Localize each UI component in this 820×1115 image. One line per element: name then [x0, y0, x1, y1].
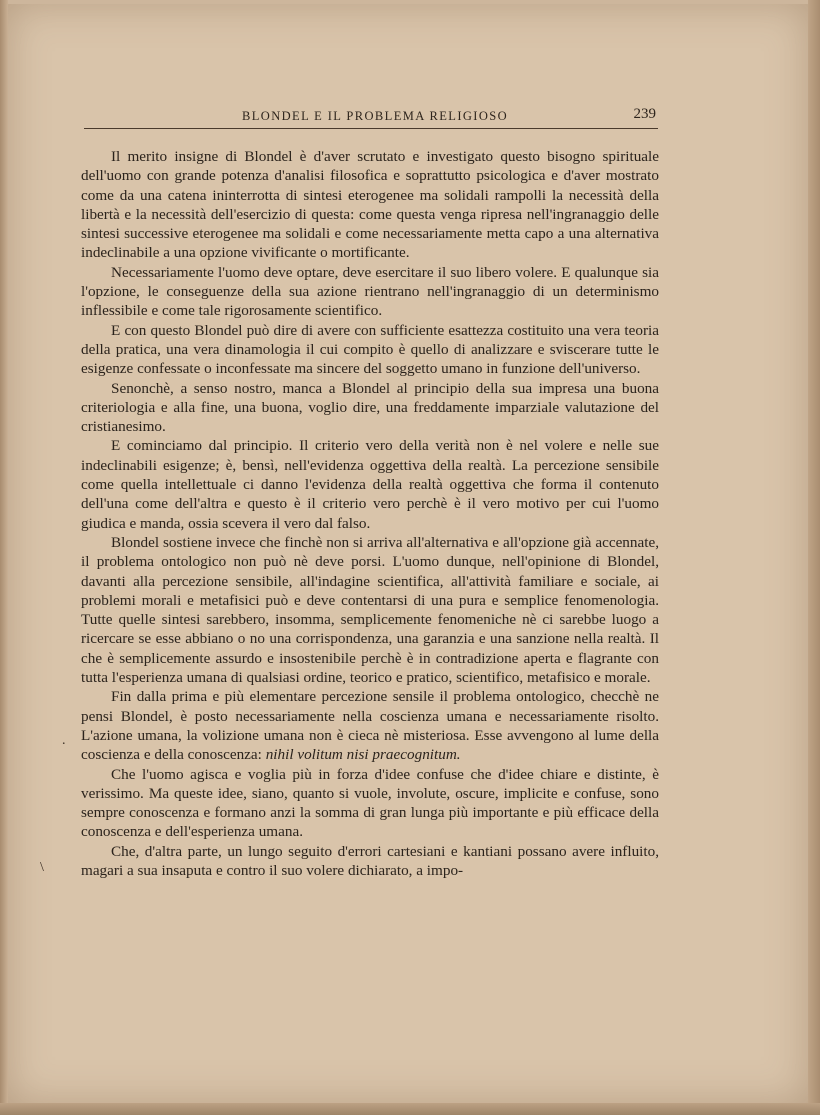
margin-dot: .: [62, 733, 66, 748]
paragraph: Senonchè, a senso nostro, manca a Blondel al principio della sua impresa una buona criteriologia e alla fine, una buona, voglio dire, una freddamente imparziale valutazione del cristianesimo.: [81, 379, 659, 436]
paragraph: E cominciamo dal principio. Il criterio vero della verità non è nel volere e nelle sue indeclinabili esigenze; è, bensì, nell'evidenza oggettiva della realtà. La percezione sensibile come quella intellettuale ci danno l'evidenza della realtà oggettiva che forma il contenuto dell'una come dell'altra e questo è il criterio vero perchè è il vero motivo per cui l'uomo giudica e manda, ossia scevera il vero dal falso.: [81, 437, 659, 532]
running-header: [84, 106, 658, 129]
paragraph: Necessariamente l'uomo deve optare, deve esercitare il suo libero volere. E qualunque sia l'opzione, le conseguenze della sua azione rientrano nell'ingranaggio di un determinismo inflessibile e come tale rigorosamente scientifico.: [81, 263, 659, 320]
margin-stroke: \: [40, 860, 44, 875]
paragraph: Blondel sostiene invece che finchè non si arriva all'alternativa e all'opzione già accennate, il problema ontologico non può nè deve porsi. L'uomo dunque, nell'opinione di Blondel, davanti alla percezione sensibile, all'indagine scientifica, all'attività familiare e sociale, ai problemi morali e metafisici può e deve contentarsi di una pura e semplice fenomenologia. Tutte quelle sintesi sarebbero, insomma, semplicemente fenomeniche nè ci sarebbe luogo a ricercare se esse abbiano o no una corrispondenza, una garanzia e una sanzione nella realtà. Il che è semplicemente assurdo e insostenibile perchè è in contradizione aperta e flagrante con tutta l'esperienza umana di qualsiasi ordine, teorico e pratico, scientifico, metafisico e morale.: [81, 533, 659, 687]
latin-quote: nihil volitum nisi praecognitum.: [265, 746, 461, 764]
running-title: BLONDEL E IL PROBLEMA RELIGIOSO: [242, 109, 509, 123]
page-left-edge: [0, 0, 8, 1115]
paragraph: [81, 687, 659, 764]
paragraph: Il merito insigne di Blondel è d'aver scrutato e investigato questo bisogno spirituale dell'uomo con grande potenza d'analisi filosofica e soprattutto psicologica e d'aver mostrato come da una catena ininterrotta di sintesi eterogenee ma solidali rampolli la necessità della libertà e la necessità dell'esercizio di questa: come questa venga ripresa nell'ingranaggio delle sintesi successive eterogenee ma solidali e come necessariamente metta capo a una alternativa indeclinabile a una opzione vivificante o mortificante.: [81, 148, 659, 262]
paragraph-text: Fin dalla prima e più elementare percezione sensile il problema ontologico, checchè ne pensi Blondel, è posto necessariamente nella coscienza umana e necessariamente risolto. L'azione umana, la volizione umana non è cieca nè misteriosa. Esse avvengono al lume della coscienza e della conoscenza:: [81, 688, 659, 764]
body-text: [81, 147, 659, 880]
paragraph: Che, d'altra parte, un lungo seguito d'errori cartesiani e kantiani possano avere influito, magari a sua insaputa e contro il suo volere dichiarato, a impo-: [81, 842, 659, 879]
page-right-edge: [808, 0, 820, 1115]
page-bottom-edge: [0, 1103, 820, 1115]
paragraph: Che l'uomo agisca e voglia più in forza d'idee confuse che d'idee chiare e distinte, è verissimo. Ma queste idee, siano, quanto si vuole, involute, oscure, implicite e confuse, sono sempre conoscenza e formano anzi la somma di gran lunga più importante e più efficace della conoscenza e dell'esperienza umana.: [81, 765, 659, 841]
page-number: 239: [633, 106, 656, 122]
paragraph: E con questo Blondel può dire di avere con sufficiente esattezza costituito una vera teoria della pratica, una vera dinamologia il cui compito è quello di analizzare e sviscerare tutte le esigenze confessate o inconfessate ma sincere del soggetto umano in funzione dell'universo.: [81, 321, 659, 378]
